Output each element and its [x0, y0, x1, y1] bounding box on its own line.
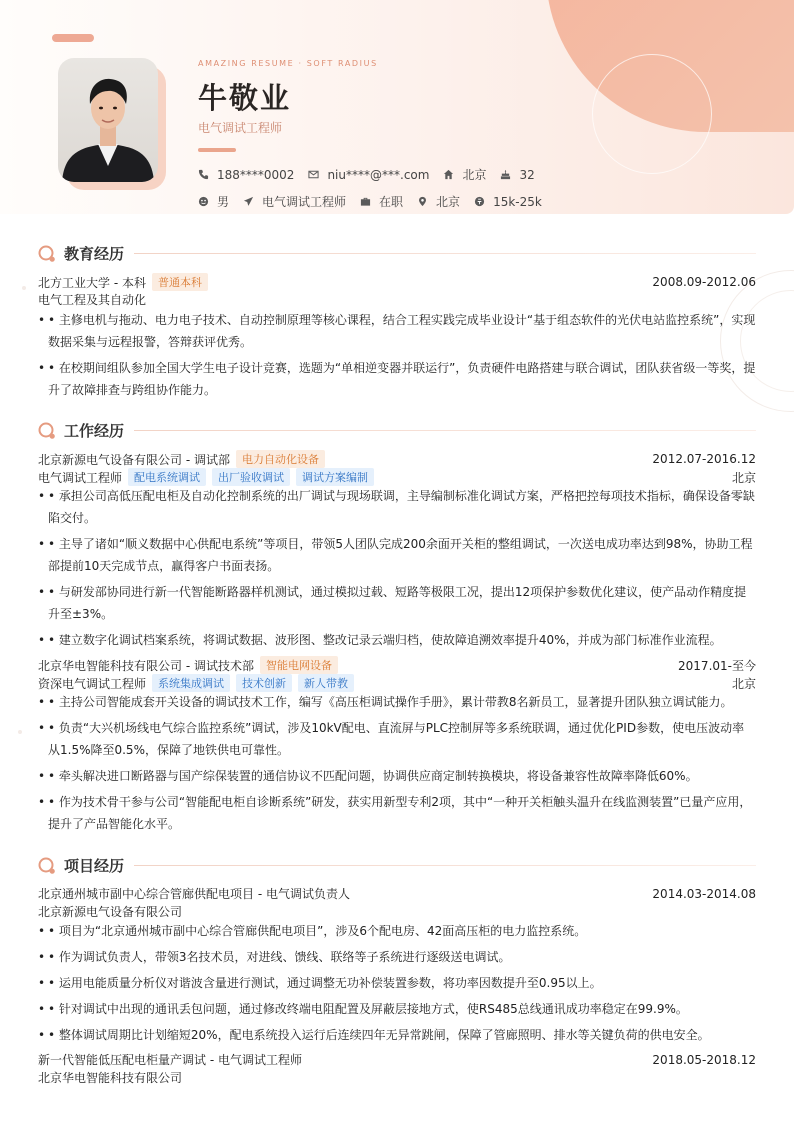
project-date: 2018.05-2018.12: [652, 1052, 756, 1067]
skill-tag: 调试方案编制: [296, 468, 374, 486]
education-date: 2008.09-2012.06: [652, 275, 756, 289]
gender-icon: [198, 196, 209, 207]
education-entry: [38, 273, 756, 291]
location-icon: [417, 196, 428, 207]
job-company: 北京新源电气设备有限公司 - 调试部: [38, 452, 230, 467]
section-divider: [134, 253, 756, 254]
contact-age: 32: [500, 168, 534, 182]
resume-tagline: AMAZING RESUME · SOFT RADIUS: [198, 59, 378, 68]
list-item: • • 主修电机与拖动、电力电子技术、自动控制原理等核心课程，结合工程实践完成毕业设计“基于组态软件的光伏电站监控系统”，实现数据采集与远程报警，答辩获评优秀。: [38, 313, 756, 349]
job-header: [38, 450, 756, 468]
contact-row: [198, 166, 549, 183]
job-position-row: [38, 674, 756, 692]
section-divider: [134, 865, 756, 866]
list-item: • • 主持公司智能成套开关设备的调试技术工作，编写《高压柜调试操作手册》，累计带教8名新员工，显著提升团队独立调试能力。: [38, 695, 733, 709]
section-title: 教育经历: [64, 245, 125, 263]
section-education-header: [38, 243, 756, 264]
job-city: 北京: [731, 470, 756, 485]
section-search-icon: [38, 857, 56, 875]
job-industry-tag: 电力自动化设备: [236, 450, 325, 468]
project-name: 新一代智能低压配电柜量产调试 - 电气调试工程师: [38, 1053, 302, 1067]
project-company: 北京新源电气设备有限公司: [38, 905, 183, 919]
header-decor-ring: [592, 54, 712, 174]
profile-gender: 男: [198, 193, 229, 210]
list-item: • • 整体调试周期比计划缩短20%，配电系统投入运行后连续四年无异常跳闸，保障了管廊照明、排水等关键负荷的供电安全。: [38, 1028, 710, 1042]
section-title: 工作经历: [64, 422, 125, 440]
profile-location: 北京: [417, 193, 460, 210]
header-accent-pill: [52, 34, 94, 42]
job-industry-tag: 智能电网设备: [260, 656, 338, 674]
section-work-header: [38, 420, 756, 441]
list-item: • • 作为调试负责人，带领3名技术员，对进线、馈线、联络等子系统进行逐级送电调试。: [38, 950, 511, 964]
send-icon: [243, 196, 254, 207]
list-item: • • 建立数字化调试档案系统，将调试数据、波形图、整改记录云端归档，使故障追溯效率提升40%，并成为部门标准作业流程。: [38, 633, 722, 647]
section-projects-header: [38, 855, 756, 876]
contact-email: niu****@***.com: [308, 168, 429, 182]
job-position-row: [38, 468, 756, 486]
profile-target-role: 电气调试工程师: [243, 193, 346, 210]
profile-salary: 15k-25k: [474, 195, 542, 209]
project-name: 北京通州城市副中心综合管廊供配电项目 - 电气调试负责人: [38, 887, 350, 901]
list-item: • • 作为技术骨干参与公司“智能配电柜自诊断系统”研发，获实用新型专利2项，其中“一种开关柜触头温升在线监测装置”已量产应用，提升了产品智能化水平。: [38, 795, 752, 831]
list-item: • • 负责“大兴机场线电气综合监控系统”调试，涉及10kV配电、直流屏与PLC控制屏等多系统联调，通过优化PID参数，使电压波动率从1.5%降至0.5%，保障了地铁供电可靠性。: [38, 721, 745, 757]
list-item: • • 承担公司高低压配电柜及自动化控制系统的出厂调试与现场联调，主导编制标准化调试方案，严格把控每项技术指标，确保设备零缺陷交付。: [38, 489, 755, 525]
list-item: • • 主导了诸如“顺义数据中心供配电系统”等项目，带领5人团队完成200余面开关柜的整组调试，一次送电成功率达到98%，协助工程部提前10天完成节点，赢得客户书面表扬。: [38, 537, 753, 573]
candidate-name: 牛敬业: [198, 81, 292, 115]
list-item: • • 运用电能质量分析仪对谐波含量进行测试，通过调整无功补偿装置参数，将功率因数提升至0.95以上。: [38, 976, 602, 990]
skill-tag: 出厂验收调试: [212, 468, 290, 486]
mail-icon: [308, 169, 319, 180]
contact-city: 北京: [443, 166, 486, 183]
list-item: • • 项目为“北京通州城市副中心综合管廊供配电项目”，涉及6个配电房、42面高压柜的电力监控系统。: [38, 924, 587, 938]
project-company-row: [38, 903, 756, 920]
job-header: [38, 656, 756, 674]
job-date: 2017.01-至今: [678, 658, 756, 673]
section-divider: [134, 430, 756, 431]
job-position: 资深电气调试工程师: [38, 676, 147, 691]
project-header: [38, 885, 756, 902]
list-item: • • 针对调试中出现的通讯丢包问题，通过修改终端电阻配置及屏蔽层接地方式，使RS485总线通讯成功率稳定在99.9%。: [38, 1002, 688, 1016]
phone-icon: [198, 169, 209, 180]
candidate-role: 电气调试工程师: [198, 121, 283, 135]
job-company: 北京华电智能科技有限公司 - 调试技术部: [38, 658, 254, 673]
education-school: 北方工业大学 - 本科: [38, 275, 146, 290]
education-tag: 普通本科: [152, 273, 208, 291]
project-company-row: [38, 1069, 756, 1086]
contact-phone: 188****0002: [198, 168, 294, 182]
skill-tag: 配电系统调试: [128, 468, 206, 486]
skill-tag: 系统集成调试: [152, 674, 230, 692]
avatar: [58, 58, 158, 182]
role-accent-bar: [198, 148, 236, 152]
project-header: [38, 1051, 756, 1068]
job-date: 2012.07-2016.12: [652, 452, 756, 466]
section-search-icon: [38, 422, 56, 440]
salary-icon: [474, 196, 485, 207]
list-item: • • 牵头解决进口断路器与国产综保装置的通信协议不匹配问题，协调供应商定制转换模块，将设备兼容性故障率降低60%。: [38, 769, 698, 783]
education-major-row: [38, 291, 756, 308]
skill-tag: 新人带教: [298, 674, 354, 692]
project-company: 北京华电智能科技有限公司: [38, 1071, 183, 1085]
profile-row: [198, 193, 556, 210]
education-major: 电气工程及其自动化: [38, 293, 147, 307]
briefcase-icon: [360, 196, 371, 207]
decor-dot: [22, 286, 26, 290]
profile-status: 在职: [360, 193, 403, 210]
section-title: 项目经历: [64, 857, 125, 875]
list-item: • • 在校期间组队参加全国大学生电子设计竞赛，选题为“单相逆变器并联运行”，负责硬件电路搭建与联合调试，团队获省级一等奖，提升了故障排查与跨组协作能力。: [38, 361, 756, 397]
section-search-icon: [38, 245, 56, 263]
decor-dot: [18, 730, 22, 734]
list-item: • • 与研发部协同进行新一代智能断路器样机测试，通过模拟过载、短路等极限工况，提出12项保护参数优化建议，使产品动作精度提升至±3%。: [38, 585, 747, 621]
skill-tag: 技术创新: [236, 674, 292, 692]
project-date: 2014.03-2014.08: [652, 886, 756, 901]
home-icon: [443, 169, 454, 180]
job-city: 北京: [731, 676, 756, 691]
job-position: 电气调试工程师: [38, 470, 123, 485]
avatar-portrait-icon: [58, 58, 158, 182]
cake-icon: [500, 169, 511, 180]
